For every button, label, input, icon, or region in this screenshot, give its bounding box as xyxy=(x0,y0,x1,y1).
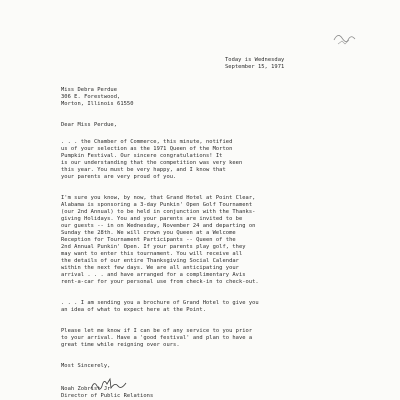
paragraph-2-line: the details of our entire Thanksgiving Social Calendar xyxy=(61,258,239,264)
date-line-1: Today is Wednesday xyxy=(225,57,285,63)
paragraph-4-line: great time while reigning over ours. xyxy=(61,342,180,348)
signer-title: Director of Public Relations xyxy=(61,393,154,399)
paragraph-2-line: (our 2nd Annual) to be held in conjunction with the Thanks- xyxy=(61,209,256,215)
paragraph-1-line: this year. You must be very happy, and I know that xyxy=(61,167,226,173)
addressee-city: Morton, Illinois 61550 xyxy=(61,101,134,107)
paragraph-3-line: an idea of what to expect here at the Point. xyxy=(61,307,206,313)
addressee-name: Miss Debra Perdue xyxy=(61,87,118,93)
paragraph-2-line: may want to enter this tournament. You will receive all xyxy=(61,251,243,257)
paragraph-2-line: giving Holidays. You and your parents are invited to be xyxy=(61,216,243,222)
paragraph-2-line: Reception for Tournament Participants -- Queen of the xyxy=(61,237,236,243)
paragraph-1-line: us of your selection as the 1971 Queen of the Morton xyxy=(61,146,233,152)
paragraph-2-line: within the next few days. We are all anticipating your xyxy=(61,265,239,271)
paragraph-1-line: is our understanding that the competition was very keen xyxy=(61,160,243,166)
closing: Most Sincerely, xyxy=(61,363,111,369)
date-line-2: September 15, 1971 xyxy=(225,64,285,70)
salutation: Dear Miss Perdue, xyxy=(61,122,118,128)
paragraph-2-line: Alabama is sponsoring a 3-day Punkin' Open Golf Tournament xyxy=(61,202,253,208)
paragraph-2-line: rent-a-car for your personal use from check-in to check-out. xyxy=(61,279,259,285)
paragraph-4-line: to your arrival. Have a 'good festival' and plan to have a xyxy=(61,335,253,341)
paragraph-1-line: . . . the Chamber of Commerce, this minute, notified xyxy=(61,139,233,145)
paragraph-2-line: our guests -- in on Wednesday, November 24 and departing on xyxy=(61,223,256,229)
paragraph-2-line: I'm sure you know, by now, that Grand Hotel at Point Clear, xyxy=(61,195,256,201)
paragraph-2-line: Sunday the 28th. We will crown you Queen at a Welcome xyxy=(61,230,236,236)
paragraph-2-line: arrival . . . and have arranged for a complimentary Avis xyxy=(61,272,246,278)
paragraph-1-line: your parents are very proud of you. xyxy=(61,174,177,180)
signer-name: Noah Zobrist Jr xyxy=(61,386,111,392)
paragraph-2-line: 2nd Annual Punkin' Open. If your parents play golf, they xyxy=(61,244,246,250)
paragraph-3-line: . . . I am sending you a brochure of Grand Hotel to give you xyxy=(61,300,259,306)
paragraph-4-line: Please let me know if I can be of any service to you prior xyxy=(61,328,253,334)
handwritten-stamp-mark xyxy=(332,30,362,48)
addressee-street: 306 E. Forestwood, xyxy=(61,94,121,100)
paragraph-1-line: Pumpkin Festival. Our sincere congratulations! It xyxy=(61,153,223,159)
